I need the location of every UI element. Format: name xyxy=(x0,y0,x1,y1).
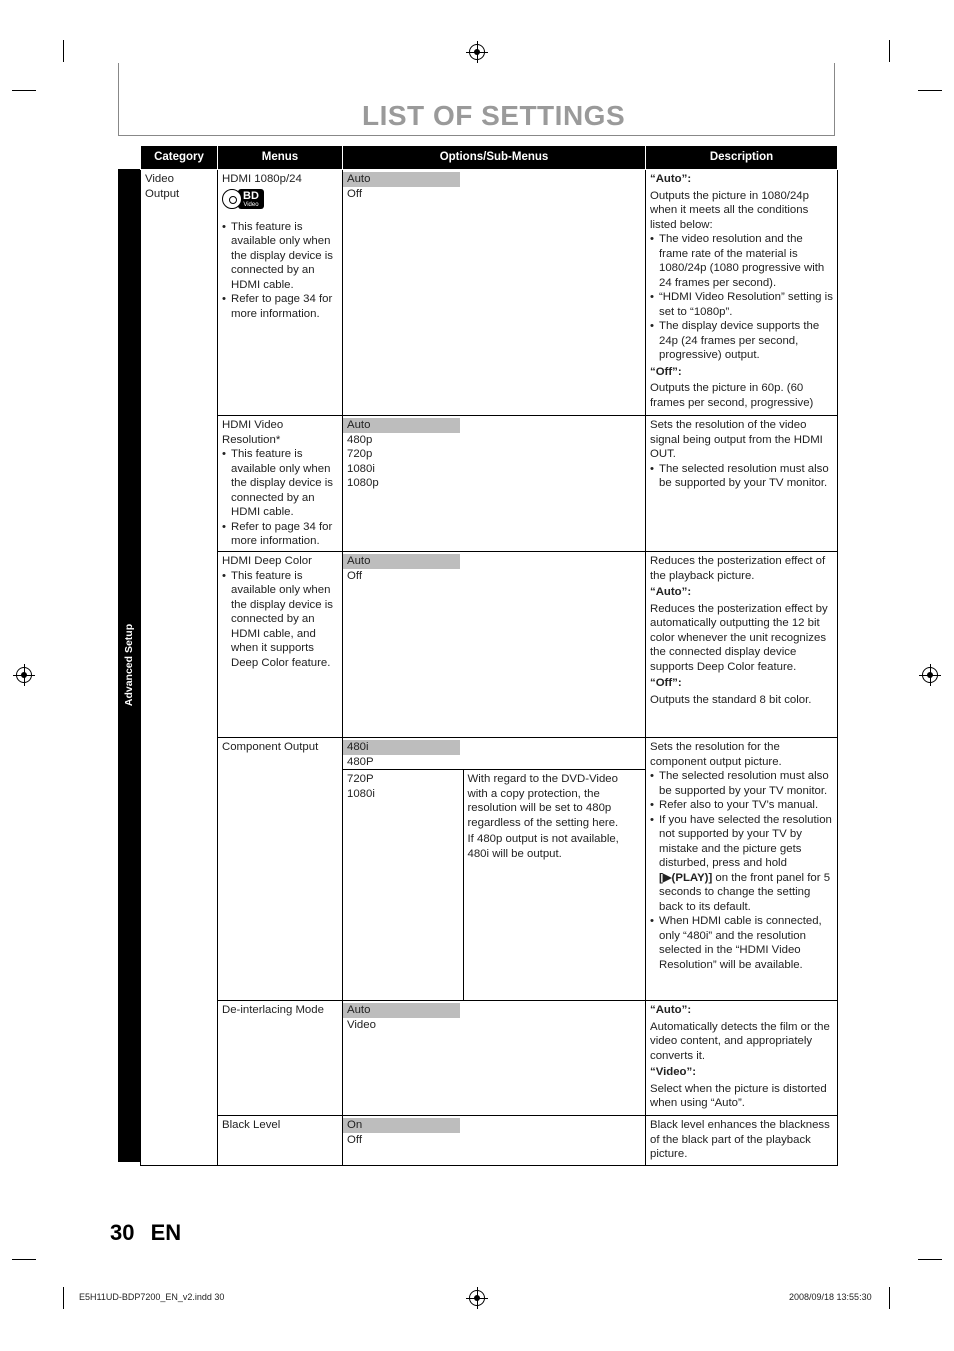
option-selected[interactable]: Auto xyxy=(343,1003,460,1018)
menu-name: HDMI Deep Color xyxy=(222,555,312,567)
menu-name: De-interlacing Mode xyxy=(222,1004,324,1016)
component-subtable xyxy=(343,770,645,1000)
option-item[interactable]: 1080i xyxy=(347,787,375,800)
registration-mark-icon xyxy=(922,667,938,683)
options-cell xyxy=(343,170,646,416)
crop-mark xyxy=(918,90,942,91)
desc-text: Sets the resolution of the video signal being output from the HDMI OUT. xyxy=(650,419,823,460)
header-category: Category xyxy=(141,146,218,170)
desc-text: Outputs the picture in 60p. (60 frames per second, progressive) xyxy=(650,382,814,409)
table-row xyxy=(141,552,838,738)
menu-cell xyxy=(218,552,343,738)
desc-heading: “Off”: xyxy=(650,677,682,689)
option-item[interactable]: Off xyxy=(347,187,362,200)
desc-bullets xyxy=(650,769,833,972)
desc-text: Automatically detects the film or the video content, and appropriately converts it. xyxy=(650,1020,830,1062)
registration-mark-icon xyxy=(469,1290,485,1306)
registration-mark-icon xyxy=(469,44,485,60)
list-item xyxy=(650,813,833,915)
category-cell xyxy=(141,170,218,1166)
menu-notes xyxy=(222,447,338,549)
desc-text: Outputs the standard 8 bit color. xyxy=(650,693,812,706)
menu-notes xyxy=(222,220,338,322)
crop-mark xyxy=(63,1287,64,1309)
menu-cell xyxy=(218,170,343,416)
desc-text: Reduces the posterization effect by automatically outputting the 12 bit color whenever the unit recognizes the connected display device supports Deep Color feature. xyxy=(650,602,828,673)
desc-text: Black level enhances the blackness of the black part of the playback picture. xyxy=(650,1119,830,1160)
menu-notes xyxy=(222,569,338,671)
list-item: • This feature is available only when the display device is connected by an HDMI cable. xyxy=(222,447,338,520)
option-item[interactable]: 480p xyxy=(347,433,373,446)
desc-text: on the front panel for 5 seconds to change the setting back to its default. xyxy=(659,871,831,913)
disc-icon xyxy=(222,189,242,209)
option-selected[interactable]: On xyxy=(343,1118,460,1133)
crop-mark xyxy=(918,1259,942,1260)
settings-table xyxy=(140,146,838,1166)
description-cell xyxy=(646,416,838,552)
category-label: Video Output xyxy=(145,173,180,200)
menu-name: HDMI 1080p/24 xyxy=(222,173,302,185)
option-selected[interactable]: 480i xyxy=(343,740,460,755)
header-description: Description xyxy=(646,146,838,170)
option-item[interactable]: 1080p xyxy=(347,477,379,489)
crop-mark xyxy=(12,90,36,91)
desc-text: If you have selected the resolution not supported by your TV by mistake and the picture gets disturbed, press and hold xyxy=(659,813,832,869)
desc-text: Outputs the picture in 1080/24p when it meets all the conditions listed below: xyxy=(650,189,809,231)
page-language: EN xyxy=(150,1220,182,1245)
list-item: • The display device supports the 24p (24 frames per second, progressive) output. xyxy=(650,319,833,363)
page-number xyxy=(110,1220,181,1246)
option-item[interactable]: 720P xyxy=(347,773,374,785)
option-selected[interactable]: Auto xyxy=(343,418,460,433)
menu-cell xyxy=(218,416,343,552)
menu-cell xyxy=(218,738,343,1001)
sub-description xyxy=(463,770,645,1000)
options-cell xyxy=(343,738,646,1001)
description-cell xyxy=(646,552,838,738)
header-menus: Menus xyxy=(218,146,343,170)
desc-text: Reduces the posterization effect of the playback picture. xyxy=(650,555,826,582)
footer-timestamp: 2008/09/18 13:55:30 xyxy=(789,1292,872,1302)
options-cell xyxy=(343,1001,646,1116)
table-row xyxy=(141,738,838,1001)
description-cell xyxy=(646,1001,838,1116)
list-item: • The selected resolution must also be supported by your TV monitor. xyxy=(650,462,833,491)
play-key-label: [▶(PLAY)] xyxy=(659,871,713,884)
description-cell xyxy=(646,1116,838,1166)
registration-mark-icon xyxy=(16,667,32,683)
option-selected[interactable]: Auto xyxy=(343,172,460,187)
description-cell xyxy=(646,738,838,1001)
table-row xyxy=(141,1001,838,1116)
list-item: • This feature is available only when the display device is connected by an HDMI cable, and when it supports Deep Color feature. xyxy=(222,569,338,671)
menu-cell xyxy=(218,1001,343,1116)
menu-name: Black Level xyxy=(222,1119,281,1131)
crop-mark xyxy=(889,40,890,62)
list-item: • Refer also to your TV’s manual. xyxy=(650,798,833,813)
crop-mark xyxy=(63,40,64,62)
sub-text: With regard to the DVD-Video with a copy protection, the resolution will be set to 480p regardless of the setting here. xyxy=(467,773,619,829)
desc-heading: “Off”: xyxy=(650,365,682,378)
desc-text: Select when the picture is distorted when using “Auto”. xyxy=(650,1082,827,1109)
option-item[interactable]: 1080i xyxy=(347,462,375,475)
table-row xyxy=(141,1116,838,1166)
description-cell xyxy=(646,170,838,416)
table-header-row xyxy=(141,146,838,170)
table-row xyxy=(141,416,838,552)
list-item: • The video resolution and the frame rate of the material is 1080/24p (1080 progressive with 24 frames per second). xyxy=(650,232,833,290)
crop-mark xyxy=(889,1287,890,1309)
table-row xyxy=(141,170,838,416)
list-item: • Refer to page 34 for more information. xyxy=(222,292,338,321)
list-item: • This feature is available only when the display device is connected by an HDMI cable. xyxy=(222,220,338,293)
sidebar-label: Advanced Setup xyxy=(123,623,135,707)
list-item: • When HDMI cable is connected, only “480i” and the resolution selected in the “HDMI Video Resolution” will be available. xyxy=(650,914,833,972)
menu-name: Component Output xyxy=(222,741,319,753)
option-item[interactable]: Video xyxy=(347,1018,376,1031)
desc-heading: “Auto”: xyxy=(650,586,692,598)
options-cell xyxy=(343,1116,646,1166)
option-item[interactable]: 480P xyxy=(343,755,645,771)
sub-options xyxy=(343,770,463,1000)
bd-badge: BD Video xyxy=(238,189,264,209)
desc-bullets xyxy=(650,232,833,363)
bd-video-logo xyxy=(222,189,264,210)
options-cell xyxy=(343,416,646,552)
option-item[interactable]: Off xyxy=(347,1133,362,1146)
footer-file: E5H11UD-BDP7200_EN_v2.indd 30 xyxy=(79,1292,225,1302)
desc-text: Sets the resolution for the component output picture. xyxy=(650,741,782,768)
list-item: • The selected resolution must also be supported by your TV monitor. xyxy=(650,769,833,798)
desc-heading: “Auto”: xyxy=(650,1004,692,1016)
desc-heading: “Video”: xyxy=(650,1066,696,1078)
page-title: LIST OF SETTINGS xyxy=(362,100,626,131)
list-item: • “HDMI Video Resolution” setting is set to “1080p”. xyxy=(650,290,833,319)
page-number-value: 30 xyxy=(110,1220,135,1245)
option-selected[interactable]: Auto xyxy=(343,554,460,569)
sub-text: If 480p output is not available, 480i will be output. xyxy=(467,833,619,860)
option-item[interactable]: Off xyxy=(347,569,362,582)
desc-bullets xyxy=(650,462,833,491)
crop-mark xyxy=(12,1259,36,1260)
list-item: • Refer to page 34 for more information. xyxy=(222,520,338,549)
option-item[interactable]: 720p xyxy=(347,448,373,460)
menu-cell xyxy=(218,1116,343,1166)
options-cell xyxy=(343,552,646,738)
desc-heading: “Auto”: xyxy=(650,173,692,185)
header-options: Options/Sub-Menus xyxy=(343,146,646,170)
menu-name: HDMI Video Resolution* xyxy=(222,419,284,446)
